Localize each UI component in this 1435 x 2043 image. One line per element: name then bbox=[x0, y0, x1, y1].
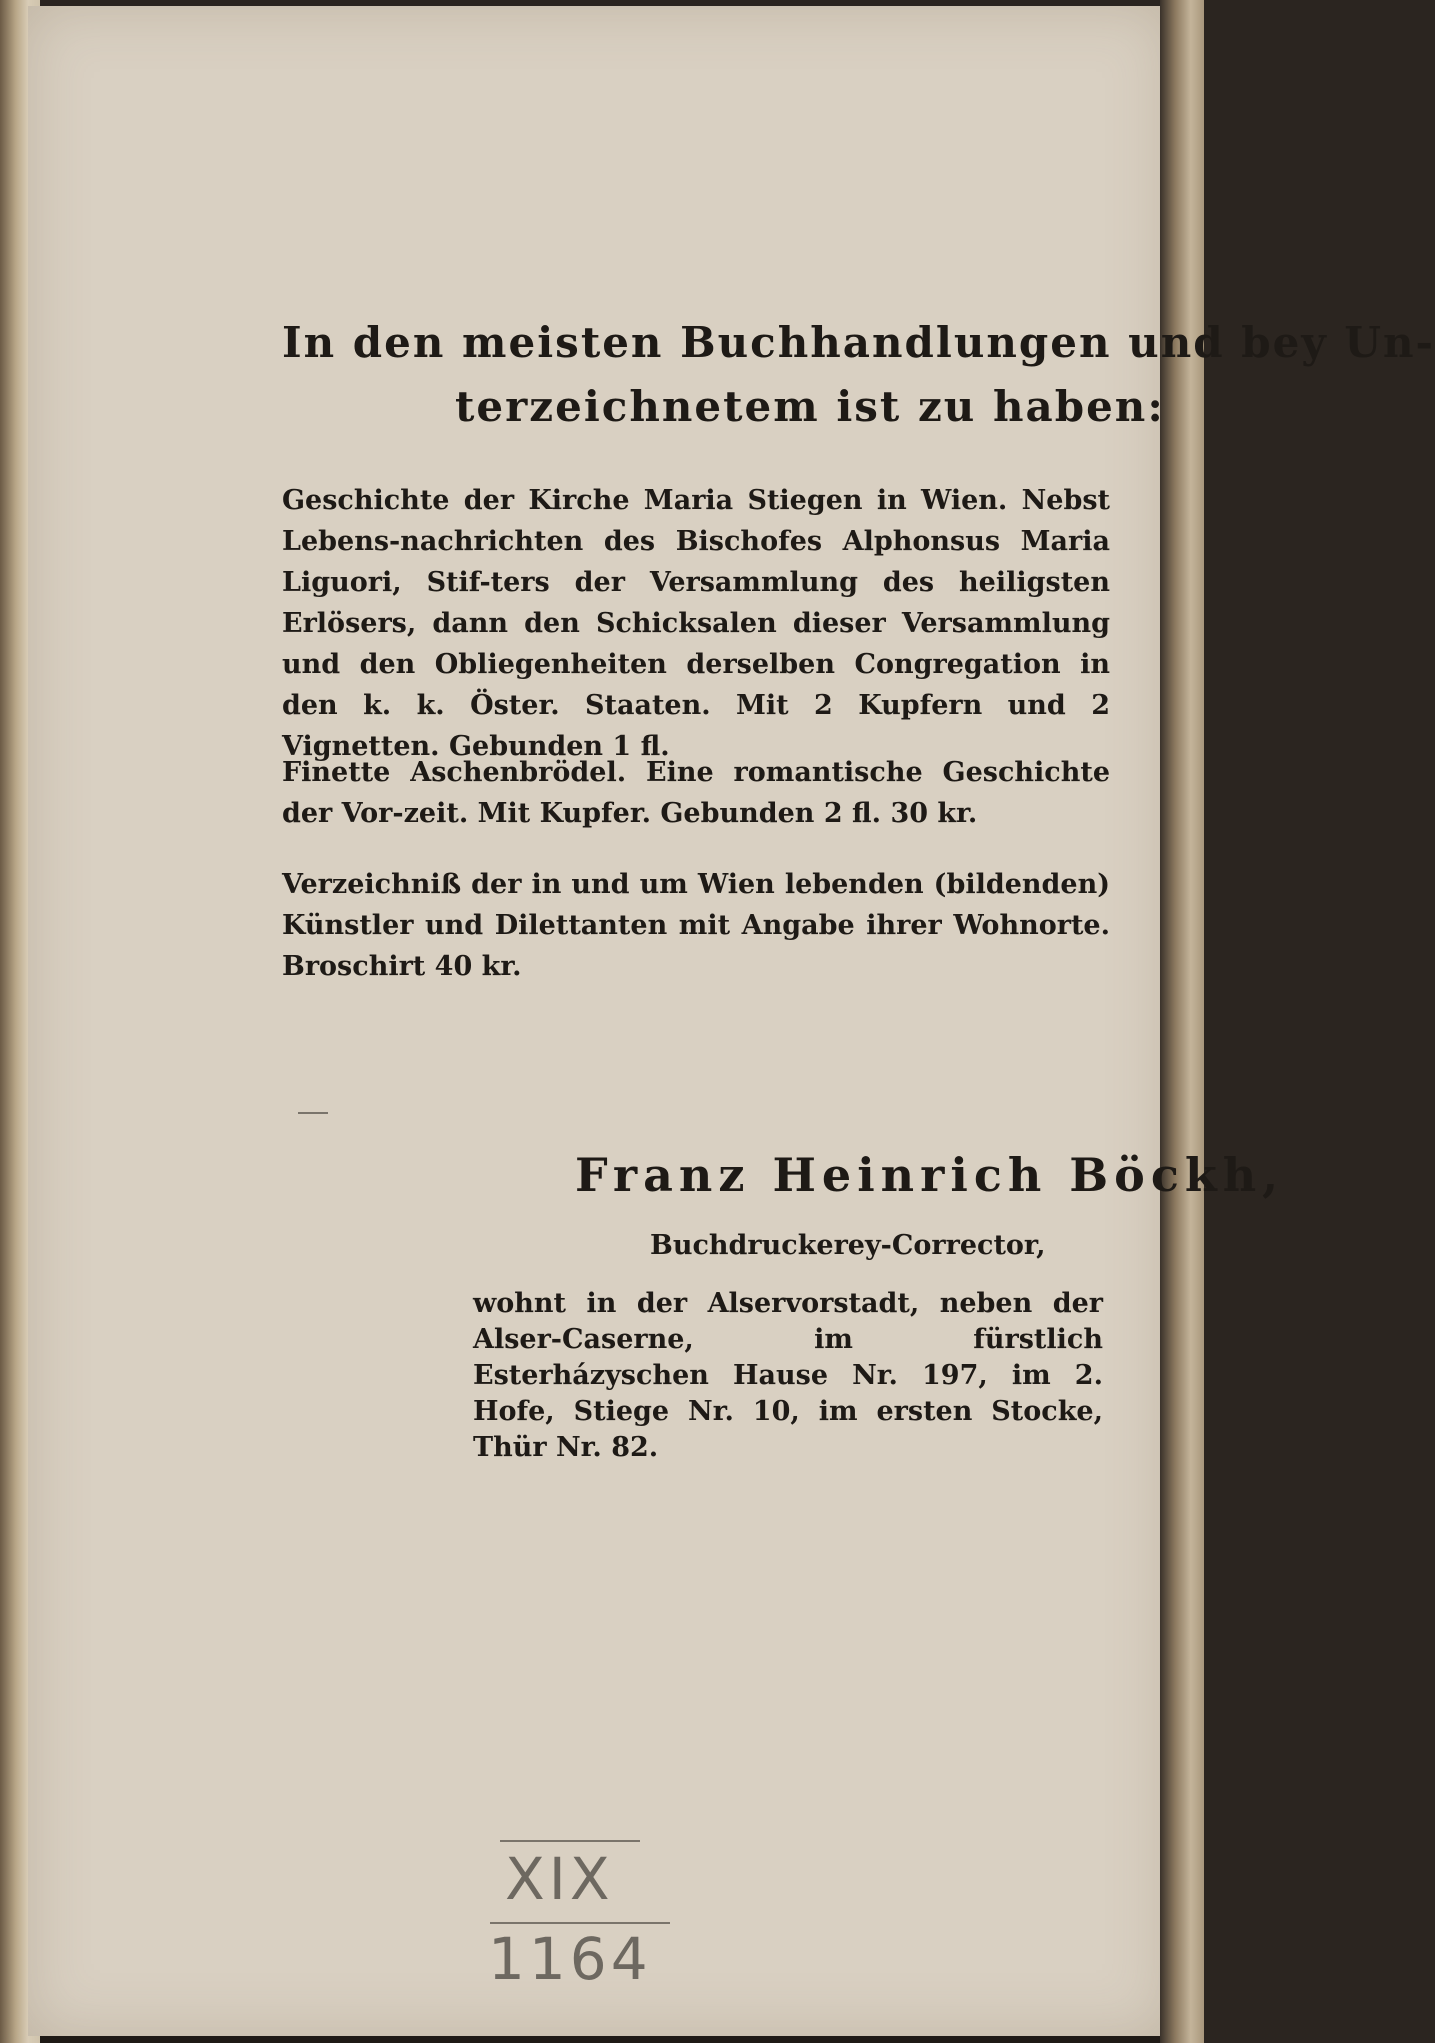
shelfmark-mid-rule bbox=[490, 1922, 670, 1924]
paper-page bbox=[28, 6, 1168, 2036]
shelfmark-top-rule bbox=[500, 1840, 640, 1842]
heading-line-2: terzeichnetem ist zu haben: bbox=[455, 382, 1165, 431]
signature-role: Buchdruckerey-Corrector, bbox=[650, 1230, 1046, 1261]
shelfmark-line-2: 1164 bbox=[488, 1925, 652, 1993]
right-page-edge bbox=[1160, 0, 1204, 2043]
shelfmark-line-1: XIX bbox=[505, 1845, 614, 1913]
book-entry-2: Finette Aschenbrödel. Eine romantische Geschichte der Vor-zeit. Mit Kupfer. Gebunden 2 fl. 30 kr. bbox=[282, 757, 1110, 829]
signature-name: Franz Heinrich Böckh, bbox=[575, 1148, 1285, 1202]
margin-mark bbox=[298, 1112, 328, 1114]
book-entry-1: Geschichte der Kirche Maria Stiegen in Wien. Nebst Lebens-nachrichten des Bischofes Alphonsus Maria Liguori, Stif-ters der Versammlung des heiligsten Erlösers, dann den Schicksalen dieser Versammlung und den Obliegenheiten derselben Congregation in den k. k. Öster. Staaten. Mit 2 Kupfern und 2 Vignetten. Gebunden 1 fl. bbox=[282, 485, 1110, 762]
heading-line-1: In den meisten Buchhandlungen und bey Un- bbox=[282, 318, 1435, 367]
book-entry-3: Verzeichniß der in und um Wien lebenden (bildenden) Künstler und Dilettanten mit Angabe ihrer Wohnorte. Broschirt 40 kr. bbox=[282, 869, 1110, 982]
signature-address: wohnt in der Alservorstadt, neben der Alser-Caserne, im fürstlich Esterházyschen Hause Nr. 197, im 2. Hofe, Stiege Nr. 10, im ersten Stocke, Thür Nr. 82. bbox=[473, 1288, 1103, 1463]
